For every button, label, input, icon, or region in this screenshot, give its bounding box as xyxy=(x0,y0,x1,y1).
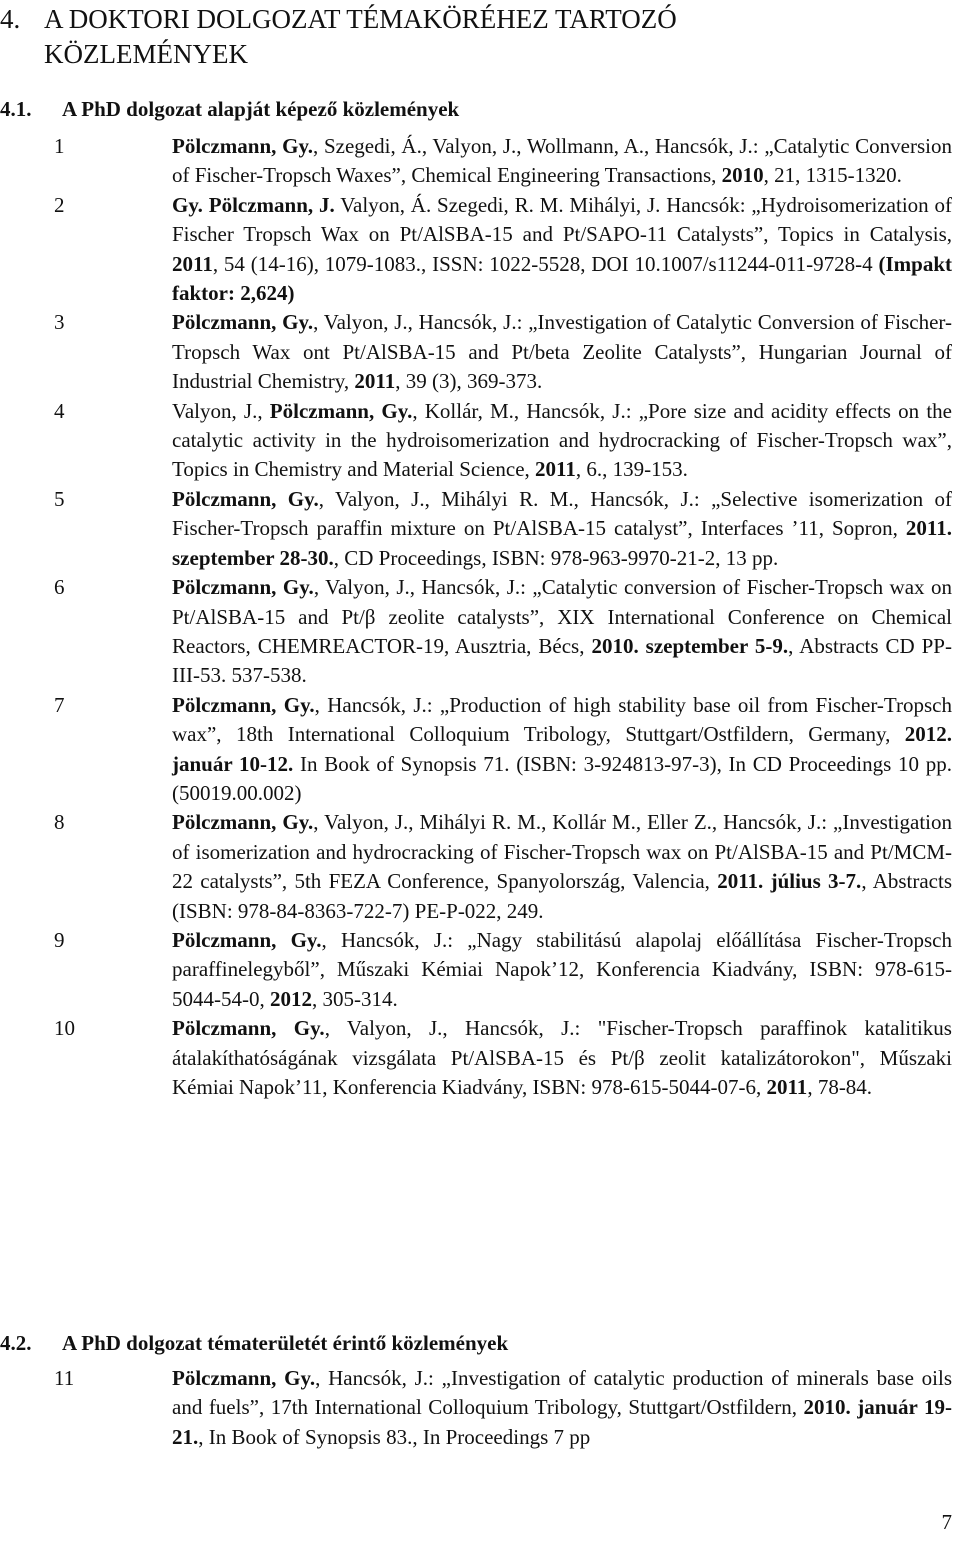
publication-citation xyxy=(172,485,952,573)
publication-entry xyxy=(0,191,960,309)
chapter-number: 4. xyxy=(0,4,21,34)
citation-bold-text: Pölczmann, Gy. xyxy=(172,575,314,600)
publication-entry xyxy=(0,926,960,1014)
citation-bold-text: Pölczmann, Gy. xyxy=(172,810,314,835)
citation-text: , Valyon, J., Hancsók, J.: "Fischer-Tropsch paraffinok katalitikus átalakíthatóságának vizsgálata Pt/AlSBA-15 és Pt/β zeolit katalizátorokon", Műszaki Kémiai Napok’11, Konferencia Kiadvány, ISBN: 978-615-5044-07-6, xyxy=(172,1016,952,1099)
publication-list-4-1 xyxy=(0,132,960,1102)
publication-number: 10 xyxy=(54,1016,75,1041)
citation-text: , 54 (14-16), 1079-1083., ISSN: 1022-5528, DOI 10.1007/s11244-011-9728-4 xyxy=(212,251,879,276)
section-heading-4-2 xyxy=(0,1329,940,1358)
publication-number: 9 xyxy=(54,927,65,952)
publication-citation xyxy=(172,1014,952,1102)
publication-entry xyxy=(0,132,960,191)
publication-citation xyxy=(172,1364,952,1452)
citation-bold-text: Gy. Pölczmann, J. xyxy=(172,192,335,217)
citation-text: , Hancsók, J.: „Investigation of catalytic production of minerals base oils and fuels”, 17th International Colloquium Tribology, Stuttgart/Ostfildern, xyxy=(172,1366,952,1420)
publication-number: 4 xyxy=(54,398,65,423)
citation-text: , Kollár, M., Hancsók, J.: „Pore size and acidity effects on the catalytic activity in the hydroisomerization and hydrocracking of Fischer-Tropsch wax”, Topics in Chemistry and Material Science, xyxy=(172,398,952,482)
publication-citation xyxy=(172,808,952,926)
citation-text: , Hancsók, J.: „Production of high stability base oil from Fischer-Tropsch wax”, 18th International Colloquium Tribology, Stuttgart/Ostfildern, Germany, xyxy=(172,692,952,747)
publication-number: 11 xyxy=(54,1366,75,1390)
citation-bold-text: 2011 xyxy=(535,457,576,482)
citation-bold-text: Pölczmann, Gy. xyxy=(172,1016,325,1041)
section-number: 4.1. xyxy=(0,97,32,121)
citation-bold-text: Pölczmann, Gy. xyxy=(172,134,314,158)
citation-text: , Valyon, J., Hancsók, J.: „Catalytic conversion of Fischer-Tropsch wax on Pt/AlSBA-15 and Pt/β zeolite catalysts”, XIX International Conference on Chemical Reactors, CHEMREACTOR-19, Ausztria, Bécs, xyxy=(172,575,952,658)
citation-text: , Abstracts (ISBN: 978-84-8363-722-7) PE-P-022, 249. xyxy=(172,869,953,923)
citation-text: , 305-314. xyxy=(312,986,398,1011)
citation-bold-text: Pölczmann, Gy. xyxy=(172,310,314,335)
citation-bold-text: Pölczmann, Gy. xyxy=(172,1366,316,1390)
publication-number: 6 xyxy=(54,575,65,600)
publication-citation xyxy=(172,191,952,309)
publication-entry xyxy=(0,691,960,809)
citation-bold-text: Pölczmann, Gy. xyxy=(172,927,322,952)
publication-citation xyxy=(172,573,952,691)
citation-bold-text: 2010. szeptember 5-9. xyxy=(591,633,789,658)
citation-bold-text: (Impakt faktor: 2,624) xyxy=(172,251,952,306)
publication-number: 5 xyxy=(54,486,65,511)
citation-bold-text: 2012. január 10-12. xyxy=(172,722,952,776)
publication-citation xyxy=(172,132,952,191)
publication-number: 1 xyxy=(54,134,65,158)
citation-text: , 39 (3), 369-373. xyxy=(395,369,543,394)
citation-text: , 78-84. xyxy=(807,1075,873,1099)
citation-text: , 21, 1315-1320. xyxy=(763,163,902,188)
publication-citation xyxy=(172,691,952,809)
publication-number: 7 xyxy=(54,692,65,717)
citation-bold-text: 2010. január 19-21. xyxy=(172,1395,952,1449)
citation-text: , 6., 139-153. xyxy=(575,457,688,482)
publication-entry xyxy=(0,573,960,691)
section-title: A PhD dolgozat tématerületét érintő közlemények xyxy=(62,1331,509,1355)
section-number: 4.2. xyxy=(0,1331,32,1355)
citation-text: Valyon, Á. Szegedi, R. M. Mihályi, J. Hancsók: „Hydroisomerization of Fischer Tropsch Wax on Pt/AlSBA-15 and Pt/SAPO-11 Catalysts”, Topics in Catalysis, xyxy=(172,192,952,247)
citation-bold-text: 2010 xyxy=(721,163,764,188)
citation-bold-text: 2011 xyxy=(354,369,396,394)
citation-text: , Szegedi, Á., Valyon, J., Wollmann, A., Hancsók, J.: „Catalytic Conversion of Fischer-Tropsch Waxes”, Chemical Engineering Transactions, xyxy=(172,134,952,188)
publication-number: 8 xyxy=(54,810,65,835)
chapter-title-line2: KÖZLEMÉNYEK xyxy=(44,39,248,69)
citation-bold-text: 2011 xyxy=(766,1075,808,1099)
publication-entry xyxy=(0,485,960,573)
citation-text: Valyon, J., xyxy=(172,398,270,423)
citation-text: , In Book of Synopsis 83., In Proceedings 7 pp xyxy=(198,1424,591,1449)
chapter-title-line1: A DOKTORI DOLGOZAT TÉMAKÖRÉHEZ TARTOZÓ xyxy=(44,4,677,34)
citation-text: , Valyon, J., Mihályi R. M., Hancsók, J.: „Selective isomerization of Fischer-Tropsch paraffin mixture on Pt/AlSBA-15 catalyst”, Interfaces ’11, Sopron, xyxy=(172,486,952,541)
citation-bold-text: 2012 xyxy=(270,986,312,1011)
citation-bold-text: 2011. július 3-7. xyxy=(717,869,862,894)
publication-entry xyxy=(0,808,960,926)
citation-text: , Valyon, J., Hancsók, J.: „Investigation of Catalytic Conversion of Fischer-Tropsch Wax ont Pt/AlSBA-15 and Pt/beta Zeolite Catalysts”, Hungarian Journal of Industrial Chemistry, xyxy=(172,310,952,394)
publication-entry xyxy=(0,1014,960,1102)
citation-bold-text: Pölczmann, Gy. xyxy=(172,486,319,511)
citation-bold-text: Pölczmann, Gy. xyxy=(172,692,315,717)
publication-citation xyxy=(172,926,952,1014)
publication-entry xyxy=(0,308,960,396)
citation-text: , CD Proceedings, ISBN: 978-963-9970-21-2, 13 pp. xyxy=(333,545,779,570)
publication-list-4-2 xyxy=(0,1364,960,1452)
publication-entry xyxy=(0,397,960,485)
citation-text: , Valyon, J., Mihályi R. M., Kollár M., Eller Z., Hancsók, J.: „Investigation of isomerization and hydrocracking of Fischer-Tropsch wax on Pt/AlSBA-15 and Pt/MCM-22 catalysts”, 5th FEZA Conference, Spanyolország, Valencia, xyxy=(172,810,952,894)
section-heading-4-1 xyxy=(0,95,940,124)
citation-bold-text: 2011. szeptember 28-30. xyxy=(172,516,952,570)
citation-text: , Hancsók, J.: „Nagy stabilitású alapolaj előállítása Fischer-Tropsch paraffinelegyből”, Műszaki Kémiai Napok’12, Konferencia Kiadvány, ISBN: 978-615-5044-54-0, xyxy=(172,927,952,1011)
publication-number: 3 xyxy=(54,310,65,335)
citation-bold-text: 2011 xyxy=(172,251,213,276)
citation-text: , Abstracts CD PP-III-53. 537-538. xyxy=(172,633,952,688)
publication-number: 2 xyxy=(54,192,65,217)
publication-citation xyxy=(172,397,952,485)
chapter-heading-line1 xyxy=(0,2,940,37)
citation-text: In Book of Synopsis 71. (ISBN: 3-924813-97-3), In CD Proceedings 10 pp. (50019.00.002) xyxy=(172,751,952,805)
page-number: 7 xyxy=(941,1510,952,1534)
section-title: A PhD dolgozat alapját képező közlemények xyxy=(62,97,460,121)
chapter-heading xyxy=(0,2,940,72)
citation-bold-text: Pölczmann, Gy. xyxy=(269,398,413,423)
publication-citation xyxy=(172,308,952,396)
publication-entry xyxy=(0,1364,960,1452)
